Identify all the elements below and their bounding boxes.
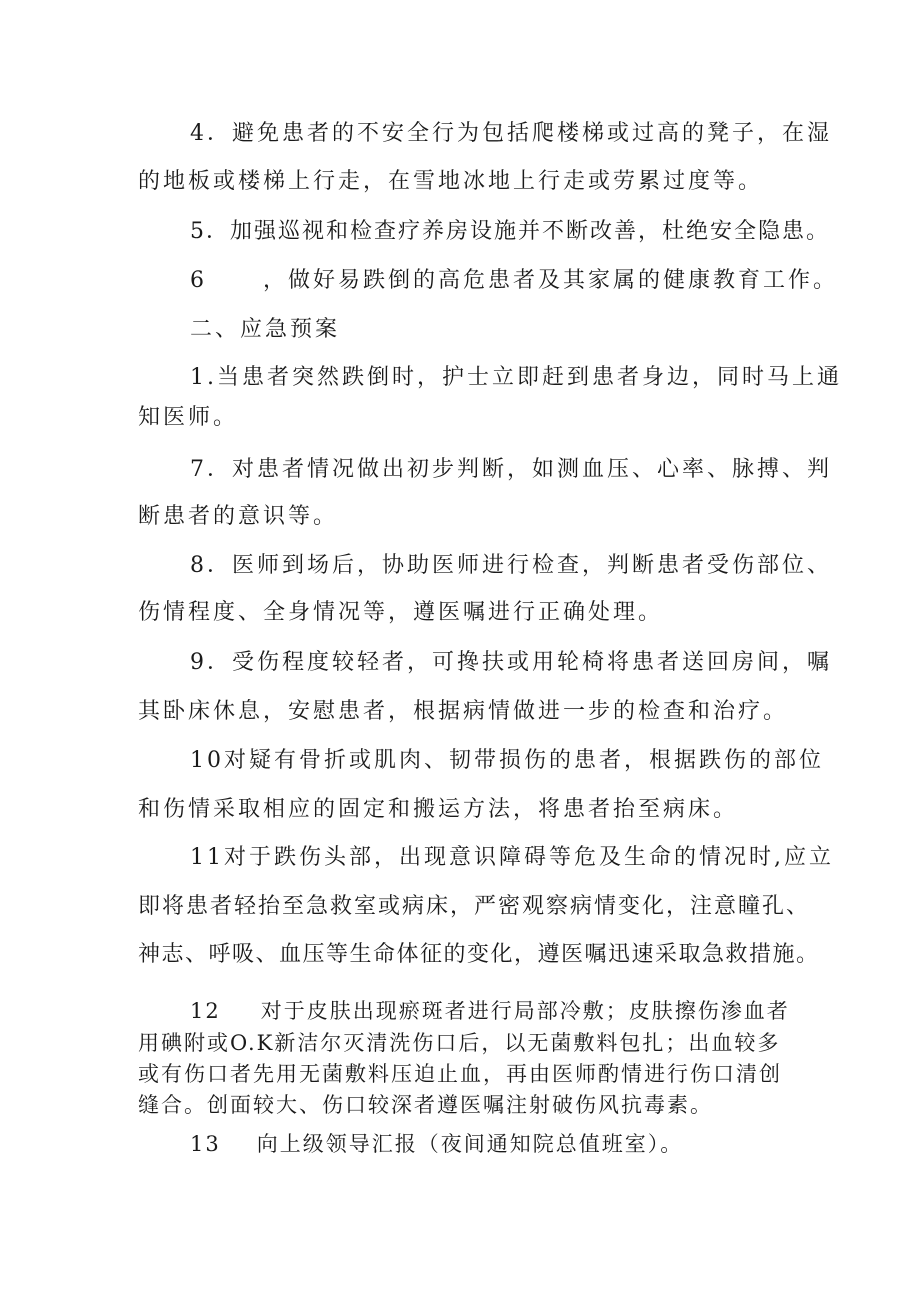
item-9-line-1: 9．受伤程度较轻者，可搀扶或用轮椅将患者送回房间，嘱 xyxy=(190,650,832,675)
item-12-line-1 xyxy=(190,996,790,1026)
item-12-number: 12 xyxy=(190,999,221,1023)
item-11-line-1: 11对于跌伤头部，出现意识障碍等危及生命的情况时,应立 xyxy=(190,845,834,870)
item-4-line-2: 的地板或楼梯上行走，在雪地冰地上行走或劳累过度等。 xyxy=(138,169,764,194)
item-7-line-1: 7．对患者情况做出初步判断，如测血压、心率、脉搏、判 xyxy=(190,457,832,482)
section-heading-emergency-plan: 二、应急预案 xyxy=(190,317,341,342)
item-5-line-1: 5．加强巡视和检查疗养房设施并不断改善，杜绝安全隐患。 xyxy=(190,219,830,244)
item-13 xyxy=(190,1129,683,1159)
item-10-line-1: 10对疑有骨折或肌肉、韧带损伤的患者，根据跌伤的部位 xyxy=(190,748,824,773)
item-9-line-2: 其卧床休息，安慰患者，根据病情做进一步的检查和治疗。 xyxy=(138,699,789,724)
item-6-number: 6 xyxy=(190,268,207,293)
item-12-line-4: 缝合。创面较大、伤口较深者遵医嘱注射破伤风抗毒素。 xyxy=(138,1093,713,1117)
item-12-line-1-text: 对于皮肤出现瘀斑者进行局部冷敷；皮肤擦伤渗血者 xyxy=(260,999,790,1023)
item-1-line-1: 1.当患者突然跌倒时，护士立即赶到患者身边，同时马上通 xyxy=(190,365,842,390)
item-12-line-3: 或有伤口者先用无菌敷料压迫止血，再由医师酌情进行伤口清创 xyxy=(138,1062,782,1086)
item-4-line-1: 4．避免患者的不安全行为包括爬楼梯或过高的凳子，在湿 xyxy=(190,121,832,146)
item-6 xyxy=(190,266,838,296)
item-6-text: ，做好易跌倒的高危患者及其家属的健康教育工作。 xyxy=(263,268,839,293)
item-11-line-2: 即将患者轻抬至急救室或病床，严密观察病情变化，注意瞳孔、 xyxy=(138,894,811,919)
item-7-line-2: 断患者的意识等。 xyxy=(138,504,339,529)
item-13-text: 向上级领导汇报（夜间通知院总值班室）。 xyxy=(256,1132,684,1156)
item-12-line-2: 用碘附或O.K新洁尔灭清洗伤口后，以无菌敷料包扎；出血较多 xyxy=(138,1031,781,1055)
item-8-line-2: 伤情程度、全身情况等，遵医嘱进行正确处理。 xyxy=(138,600,664,625)
item-10-line-2: 和伤情采取相应的固定和搬运方法，将患者抬至病床。 xyxy=(138,797,739,822)
item-8-line-1: 8．医师到场后，协助医师进行检查，判断患者受伤部位、 xyxy=(190,553,832,578)
item-11-line-3: 神志、呼吸、血压等生命体征的变化，遵医嘱迅速采取急救措施。 xyxy=(138,942,820,967)
item-1-line-2: 知医师。 xyxy=(138,405,239,430)
item-13-number: 13 xyxy=(190,1132,221,1156)
